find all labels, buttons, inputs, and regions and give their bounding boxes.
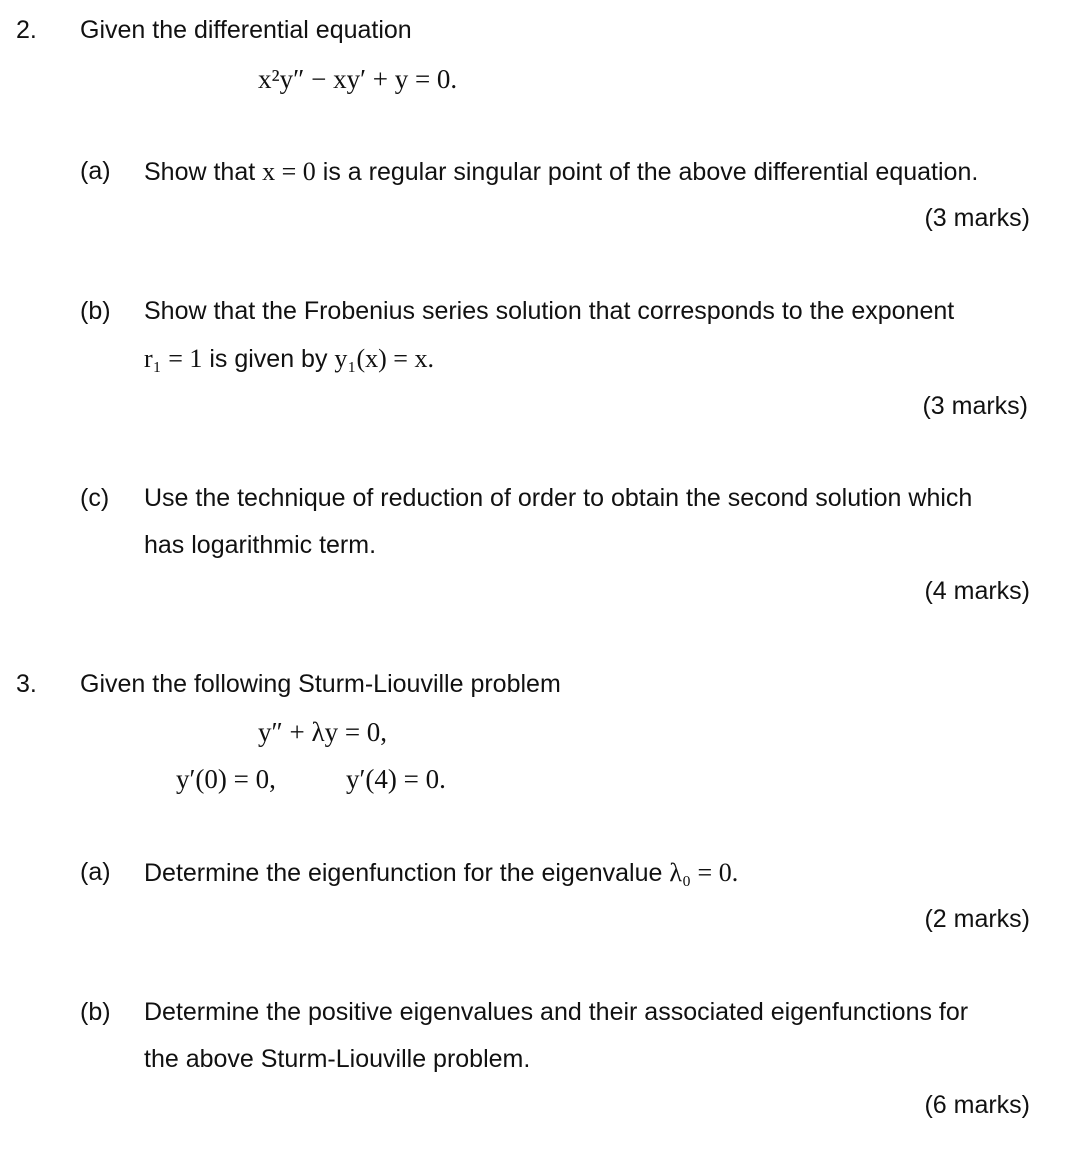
q2-part-a-marks: (3 marks): [924, 204, 1030, 232]
q2-part-c-line1: Use the technique of reduction of order to obtain the second solution which: [144, 484, 973, 512]
q2-part-c-label: (c): [80, 484, 110, 512]
q3-part-b-marks: (6 marks): [924, 1091, 1030, 1119]
q2-part-b-label: (b): [80, 297, 111, 325]
q3-part-a-label: (a): [80, 858, 111, 886]
q3-part-b-label: (b): [80, 998, 111, 1026]
q2-part-b-line2: r₁ = 1 is given by y₁(x) = x.: [144, 344, 434, 373]
q3-part-a-math: λ₀ = 0.: [669, 858, 739, 887]
question-3-number: 3.: [16, 670, 37, 698]
question-3-intro: Given the following Sturm-Liouville problem: [80, 670, 561, 698]
question-3-bc2: y′(4) = 0.: [346, 764, 446, 794]
question-3-equation: y″ + λy = 0,: [258, 717, 388, 747]
q2-part-c-marks: (4 marks): [924, 577, 1030, 605]
q2-part-a-math: x = 0: [262, 157, 316, 186]
question-2-number: 2.: [16, 16, 37, 44]
q2-part-b-math-y: y₁(x) = x.: [334, 344, 434, 373]
q3-part-a-text: Determine the eigenfunction for the eigenvalue λ₀ = 0.: [144, 858, 739, 887]
q2-part-c-line2: has logarithmic term.: [144, 531, 377, 559]
q2-part-b-marks: (3 marks): [922, 392, 1028, 420]
question-2-intro: Given the differential equation: [80, 16, 412, 44]
q2-part-b-math-r: r₁ = 1: [144, 344, 203, 373]
q2-part-a-label: (a): [80, 157, 111, 185]
q3-part-a-marks: (2 marks): [924, 905, 1030, 933]
q2-part-a-text: Show that x = 0 is a regular singular point of the above differential equation.: [144, 157, 979, 186]
q2-part-b-line1: Show that the Frobenius series solution that corresponds to the exponent: [144, 297, 955, 325]
q3-part-b-line1: Determine the positive eigenvalues and their associated eigenfunctions for: [144, 998, 969, 1026]
question-2-equation: x²y″ − xy′ + y = 0.: [258, 64, 458, 94]
question-3-bc1: y′(0) = 0,: [176, 764, 276, 794]
q3-part-b-line2: the above Sturm-Liouville problem.: [144, 1045, 531, 1073]
